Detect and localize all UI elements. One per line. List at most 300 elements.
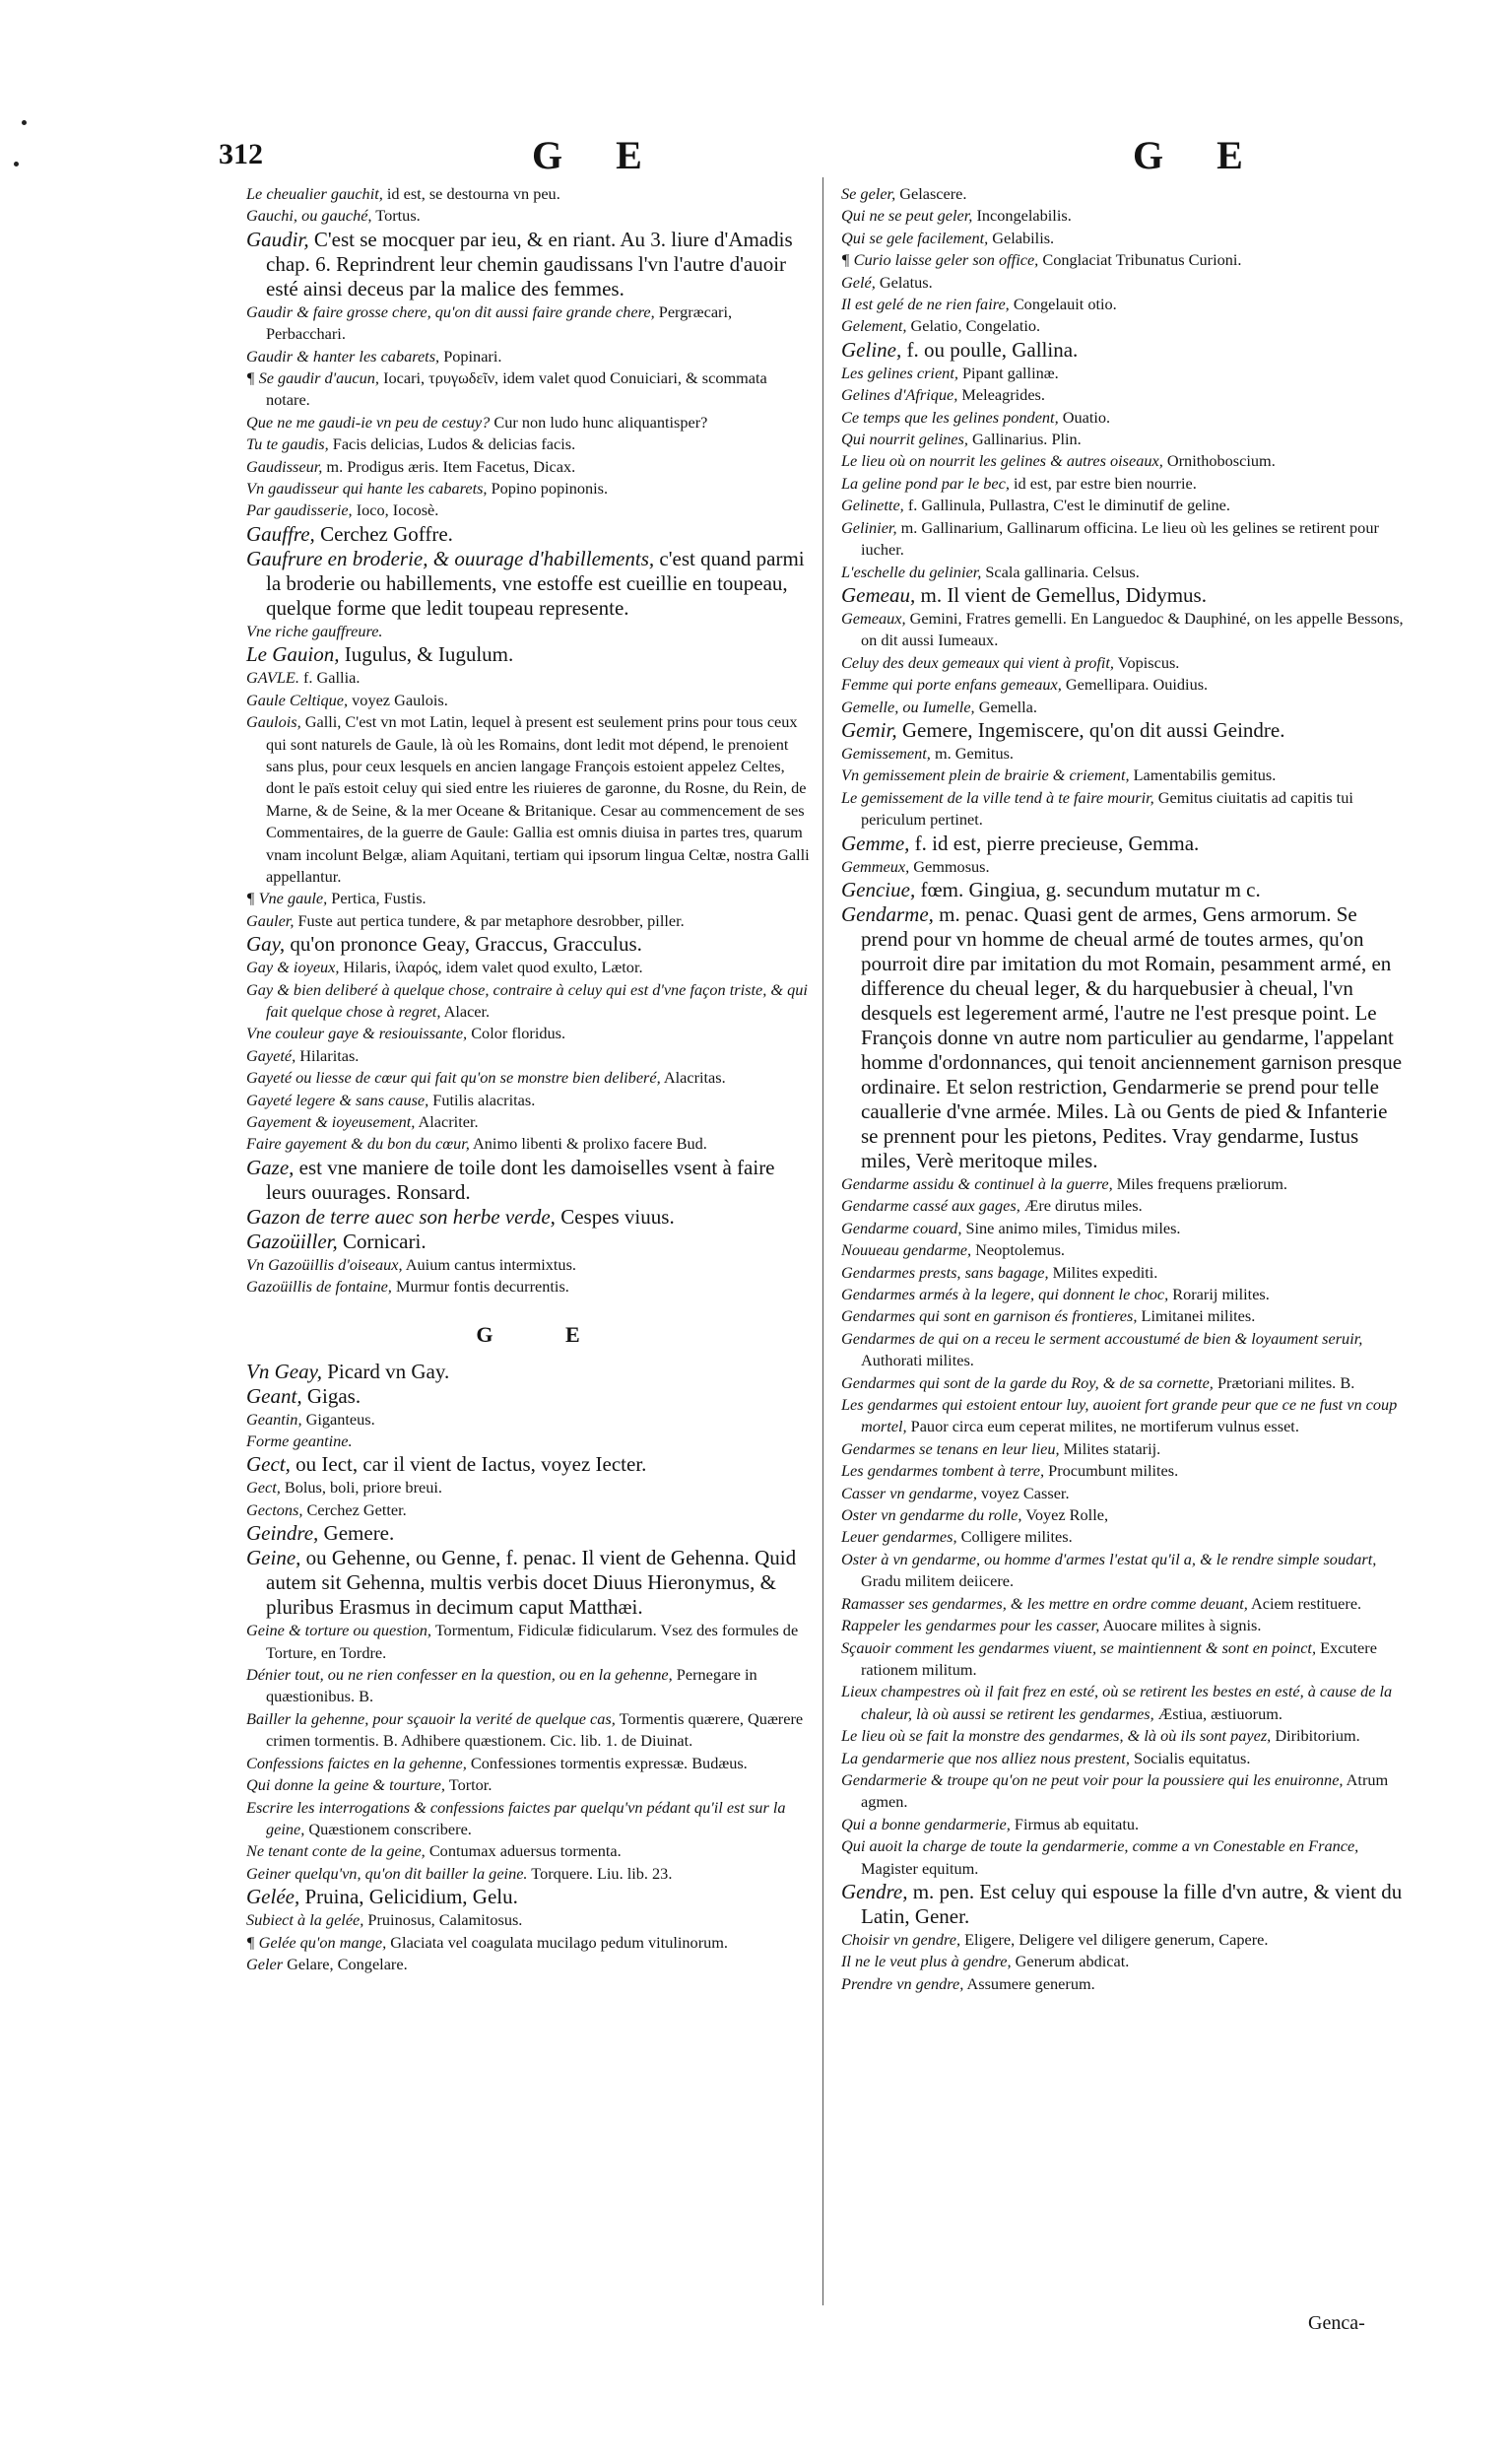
dictionary-entry: [841, 1526, 1408, 1548]
dictionary-entry: [246, 1205, 814, 1230]
entry-gloss: Hilaritas.: [296, 1045, 360, 1065]
entry-headword: Tu te gaudis,: [246, 434, 329, 454]
entry-gloss: Firmus ab equitatu.: [1010, 1814, 1140, 1833]
entry-headword: Gect,: [246, 1452, 291, 1477]
entry-headword: Sçauoir comment les gendarmes viuent, se maintiennent & sont en poinct,: [841, 1637, 1317, 1657]
entry-gloss: Color floridus.: [467, 1024, 566, 1043]
entry-gloss: Socialis equitatus.: [1129, 1748, 1251, 1767]
entry-headword: Gendarmes qui sont en garnison és frontieres,: [841, 1306, 1138, 1326]
dictionary-entry: [841, 1929, 1408, 1951]
entry-headword: Geline,: [841, 337, 902, 362]
dictionary-entry: [841, 1218, 1408, 1239]
entry-headword: Gaudir,: [246, 227, 309, 251]
entry-gloss: Gelascere.: [895, 184, 967, 203]
dictionary-entry: [246, 1384, 814, 1409]
entry-gloss: Pipant gallinæ.: [957, 363, 1059, 382]
entry-gloss: f. Gallia.: [298, 668, 361, 688]
entry-gloss: Hilaris, ἱλαρός, idem valet quod exulto, Lætor.: [339, 958, 643, 977]
dictionary-entry: [841, 1460, 1408, 1482]
entry-headword: Choisir vn gendre,: [841, 1929, 961, 1949]
entry-headword: Vn Gazoüillis d'oiseaux,: [246, 1254, 403, 1274]
entry-headword: Gay & ioyeux,: [246, 958, 340, 977]
dictionary-entry: [246, 205, 814, 227]
entry-headword: Qui auoit la charge de toute la gendarmerie, comme a vn Conestable en France,: [841, 1836, 1359, 1856]
entry-gloss: Gemmosus.: [909, 856, 990, 876]
entry-gloss: Gemere.: [318, 1521, 395, 1546]
entry-headword: Gendarmes prests, sans bagage,: [841, 1262, 1049, 1282]
dictionary-entry: [246, 1090, 814, 1111]
entry-gloss: Gelabilis.: [988, 228, 1055, 247]
entry-gloss: Colligere milites.: [956, 1527, 1073, 1547]
entry-gloss: Alacriter.: [415, 1112, 479, 1131]
entry-gloss: Tormentum, Fidiculæ fidicularum. Vsez des formules de Torture, en Tordre.: [266, 1621, 799, 1662]
dictionary-entry: [246, 1546, 814, 1620]
dictionary-entry: [841, 674, 1408, 696]
entry-headword: Gazoüillis de fontaine,: [246, 1277, 392, 1297]
entry-headword: Geindre,: [246, 1521, 319, 1546]
dictionary-entry: [246, 547, 814, 621]
dictionary-entry: [246, 957, 814, 978]
entry-headword: Gay,: [246, 932, 286, 957]
entry-gloss: Magister equitum.: [861, 1858, 979, 1878]
dictionary-entry: [841, 562, 1408, 583]
dictionary-entry: [246, 1863, 814, 1885]
entry-gloss: Gemellipara. Ouidius.: [1061, 675, 1209, 695]
dictionary-entry: [841, 1973, 1408, 1995]
entry-headword: Subiect à la gelée,: [246, 1910, 364, 1930]
entry-headword: Se geler,: [841, 184, 896, 203]
column-divider: [822, 177, 823, 2305]
entry-headword: Oster à vn gendarme, ou homme d'armes l'estat qu'il a, & le rendre simple soudart,: [841, 1549, 1377, 1568]
entry-gloss: Tormentis quærere, Quærere crimen tormentis. B. Adhibere quæstionem. Cic. lib. 1. de Diuinat.: [266, 1708, 804, 1751]
entry-headword: La geline pond par le bec,: [841, 473, 1010, 493]
entry-gloss: Cerchez Goffre.: [314, 521, 453, 546]
entry-gloss: Sine animo miles, Timidus miles.: [961, 1218, 1181, 1237]
dictionary-entry: [841, 1305, 1408, 1327]
dictionary-entry: [841, 338, 1408, 363]
entry-headword: Qui a bonne gendarmerie,: [841, 1814, 1011, 1833]
entry-headword: Nouueau gendarme,: [841, 1240, 972, 1260]
entry-headword: Gemeaux,: [841, 608, 906, 628]
dictionary-entry: [246, 1156, 814, 1205]
dictionary-entry: [246, 910, 814, 932]
entry-headword: Gendarme,: [841, 901, 934, 926]
margin-dot-mark: [14, 162, 19, 166]
dictionary-entry: [246, 1111, 814, 1133]
dictionary-entry: [841, 407, 1408, 429]
entry-headword: Geantin,: [246, 1409, 302, 1429]
dictionary-entry: [246, 642, 814, 667]
entry-headword: Les gendarmes qui estoient entour luy, auoient fort grande peur que ce ne fust vn coup mortel,: [841, 1395, 1398, 1436]
entry-headword: GAVLE.: [246, 668, 299, 688]
dictionary-entry: [246, 1753, 814, 1774]
entry-headword: Geiner quelqu'vn, qu'on dit bailler la geine.: [246, 1863, 528, 1883]
entry-headword: Qui se gele facilement,: [841, 228, 989, 247]
entry-headword: Geine,: [246, 1546, 301, 1570]
dictionary-entry: [246, 1774, 814, 1796]
dictionary-entry: [246, 478, 814, 499]
entry-headword: Le lieu où se fait la monstre des gendarmes, & là où ils sont payez,: [841, 1726, 1272, 1746]
entry-gloss: Ouatio.: [1058, 407, 1111, 427]
entry-gloss: Congelauit otio.: [1009, 295, 1117, 314]
entry-gloss: Bolus, boli, priore breui.: [280, 1478, 442, 1498]
entry-headword: Gaudir & faire grosse chere, qu'on dit aussi faire grande chere,: [246, 301, 655, 321]
left-column: [246, 183, 814, 1975]
entry-headword: Gemeau,: [841, 582, 916, 607]
entry-headword: Vn Geay,: [246, 1359, 322, 1383]
entry-headword: Celuy des deux gemeaux qui vient à profit,: [841, 652, 1115, 672]
dictionary-entry: [841, 1173, 1408, 1195]
dictionary-entry: [246, 1909, 814, 1931]
entry-headword: Bailler la gehenne, pour sçauoir la verité de quelque cas,: [246, 1708, 616, 1728]
entry-gloss: Gemini, Fratres gemelli. En Languedoc & Dauphiné, on les appelle Bessons, on dit aussi Iumeaux.: [861, 608, 1404, 650]
entry-headword: Gaudisseur,: [246, 456, 323, 476]
dictionary-entry: [841, 1769, 1408, 1814]
entry-gloss: Auocare milites à signis.: [1099, 1616, 1262, 1635]
dictionary-entry: [246, 1276, 814, 1298]
entry-headword: Geant,: [246, 1383, 302, 1408]
dictionary-entry: [841, 787, 1408, 832]
entry-headword: Vn gemissement plein de brairie & criement,: [841, 766, 1130, 785]
entry-gloss: Milites statarij.: [1059, 1438, 1161, 1458]
entry-gloss: Pruina, Gelicidium, Gelu.: [299, 1885, 518, 1909]
dictionary-entry: [841, 583, 1408, 608]
entry-headword: Faire gayement & du bon du cœur,: [246, 1134, 470, 1154]
dictionary-entry: [841, 1372, 1408, 1394]
entry-gloss: C'est se mocquer par ieu, & en riant. Au 3. liure d'Amadis chap. 6. Reprindrent leur chemin gaudissans l'vn l'autre d'auoir esté ainsi deceus par la malice des femmes.: [266, 227, 793, 300]
entry-gloss: Rorarij milites.: [1168, 1285, 1270, 1303]
dictionary-entry: [841, 1284, 1408, 1305]
dictionary-entry: [841, 228, 1408, 249]
dictionary-entry: [841, 1748, 1408, 1769]
entry-gloss: m. Il vient de Gemellus, Didymus.: [915, 582, 1207, 607]
entry-gloss: f. Gallinula, Pullastra, C'est le diminutif de geline.: [903, 496, 1230, 515]
entry-gloss: Galli, C'est vn mot Latin, lequel à present est seulement prins pour tous ceux qui sont naturels de Gaule, là où les Romains, dont ledit mot dépend, le prenoient sans plus, pour ceux lesquels en ancien langage François estoient appelez Celtes, dont le païs estoit celuy qui sied entre les riuieres de garonne, du Rosne, du Rein, de Marne, & de Seine, & la mer Oceane & Britanique. Cesar au commencement de ses Commentaires, de la guerre de Gaule: Gallia est omnis diuisa in partes tres, quarum vnam incolunt Belgæ, aliam Aquitani, tertiam qui ipsorum lingua Celtæ, nostra Galli appellantur.: [266, 712, 810, 886]
entry-headword: Gelines d'Afrique,: [841, 385, 958, 405]
dictionary-entry: [841, 697, 1408, 718]
entry-headword: Gelé,: [841, 272, 876, 292]
dictionary-entry: [246, 183, 814, 205]
entry-gloss: Cespes viuus.: [555, 1204, 675, 1229]
entry-gloss: Confessiones tormentis expressæ. Budæus.: [466, 1753, 748, 1772]
dictionary-entry: [841, 1394, 1408, 1438]
dictionary-entry: [246, 346, 814, 367]
dictionary-entry: [841, 495, 1408, 516]
entry-gloss: Popinari.: [439, 346, 502, 366]
running-head-right: G E: [1133, 133, 1265, 177]
entry-gloss: Ioco, Iocosè.: [352, 500, 439, 520]
dictionary-entry: [841, 652, 1408, 674]
entry-headword: Les gendarmes tombent à terre,: [841, 1461, 1045, 1481]
entry-headword: Gendarmes se tenans en leur lieu,: [841, 1438, 1060, 1458]
entry-gloss: c'est quand parmi la broderie ou habillements, vne estoffe est cueillie en toupeau, quelque forme que ledit toupeau represente.: [266, 546, 805, 620]
entry-gloss: Diribitorium.: [1271, 1726, 1360, 1746]
dictionary-entry: [841, 1239, 1408, 1261]
dictionary-entry: [246, 690, 814, 711]
dictionary-entry: [841, 1195, 1408, 1217]
entry-gloss: m. Gallinarium, Gallinarum officina. Le lieu où les gelines se retirent pour iucher.: [861, 517, 1379, 560]
entry-gloss: Voyez Rolle,: [1021, 1505, 1109, 1525]
entry-gloss: Incongelabilis.: [972, 206, 1072, 226]
entry-gloss: Lamentabilis gemitus.: [1129, 766, 1277, 785]
dictionary-entry: [841, 429, 1408, 450]
entry-headword: Prendre vn gendre,: [841, 1973, 964, 1993]
dictionary-entry: [246, 1431, 814, 1452]
entry-gloss: Fuste aut pertica tundere, & par metaphore desrobber, piller.: [294, 910, 685, 930]
dictionary-entry: [841, 718, 1408, 743]
entry-gloss: m. penac. Quasi gent de armes, Gens armorum. Se prend pour vn homme de cheual armé de toutes armes, qu'on pourroit dire par imitation du mot Romain, pesamment armé, en difference du cheual leger, & du harquebusier à cheual, l'vn desquels est legerement armé, l'autre ne l'est presque point. Le François donne vn autre nom particulier au gendarme, l'appelant homme d'ordonnances, qui tenoit anciennement garnison presque ordinaire. Et selon restriction, Gendarmerie se prend pour telle cauallerie d'vne armée. Miles. Là ou Gents de pied & Infanterie se prennent pour les pietons, Pedites. Vray gendarme, Iustus miles, Verè meritoque miles.: [861, 901, 1403, 1172]
entry-gloss: Gemitus ciuitatis ad capitis tui periculum pertinet.: [861, 787, 1353, 830]
entry-gloss: f. ou poulle, Gallina.: [901, 337, 1079, 362]
entry-gloss: Contumax aduersus tormenta.: [425, 1841, 622, 1861]
dictionary-entry: [841, 1814, 1408, 1835]
section-heading: G E: [476, 1321, 614, 1347]
dictionary-entry: [246, 1708, 814, 1753]
dictionary-entry: [841, 363, 1408, 384]
entry-gloss: Procumbunt milites.: [1044, 1461, 1179, 1481]
entry-headword: Geler: [246, 1954, 284, 1973]
right-entries: [841, 183, 1408, 1995]
entry-headword: La gendarmerie que nos alliez nous prestent,: [841, 1748, 1130, 1767]
entry-headword: Gelinette,: [841, 496, 904, 515]
left-entries-bottom: [246, 1360, 814, 1976]
entry-headword: Gendarme cassé aux gages,: [841, 1196, 1020, 1216]
entry-headword: Gayeté legere & sans cause,: [246, 1090, 429, 1109]
entry-gloss: Miles frequens præliorum.: [1112, 1173, 1287, 1193]
dictionary-entry: [246, 888, 814, 909]
dictionary-entry: [841, 1438, 1408, 1460]
entry-headword: ¶ Vne gaule,: [246, 889, 328, 908]
dictionary-entry: [841, 517, 1408, 562]
entry-headword: Gemmeux,: [841, 856, 910, 876]
dictionary-entry: [246, 499, 814, 521]
entry-headword: Gemir,: [841, 717, 897, 742]
catchword: Genca-: [1308, 2312, 1365, 2334]
right-column: [841, 183, 1408, 1995]
entry-gloss: Generum abdicat.: [1011, 1952, 1130, 1971]
entry-gloss: Tortus.: [371, 206, 421, 226]
dictionary-entry: [841, 1328, 1408, 1372]
entry-gloss: Popino popinonis.: [487, 479, 609, 499]
entry-headword: Gaule Celtique,: [246, 690, 349, 709]
entry-headword: Gayeté,: [246, 1045, 296, 1065]
dictionary-entry: [246, 1620, 814, 1664]
dictionary-entry: [841, 1593, 1408, 1615]
entry-gloss: Tortor.: [444, 1775, 493, 1795]
entry-headword: Gelée,: [246, 1885, 300, 1909]
entry-gloss: Cerchez Getter.: [302, 1499, 407, 1519]
dictionary-entry: [841, 272, 1408, 294]
entry-gloss: Meleagrides.: [957, 385, 1045, 405]
entry-gloss: Ære dirutus miles.: [1019, 1196, 1143, 1216]
entry-headword: Gaze,: [246, 1155, 295, 1179]
dictionary-entry: [841, 1262, 1408, 1284]
entry-headword: Casser vn gendarme,: [841, 1483, 977, 1502]
entry-gloss: Gelatus.: [875, 272, 933, 292]
dictionary-entry: [246, 1521, 814, 1546]
entry-headword: Qui donne la geine & tourture,: [246, 1775, 445, 1795]
entry-gloss: Ornithoboscium.: [1162, 451, 1276, 471]
entry-headword: Gemme,: [841, 831, 910, 855]
entry-headword: Gelement,: [841, 316, 907, 336]
entry-headword: Gendarmes qui sont de la garde du Roy, & de sa cornette,: [841, 1372, 1214, 1392]
entry-headword: Le cheualier gauchit,: [246, 184, 383, 203]
entry-gloss: m. Prodigus æris. Item Facetus, Dicax.: [322, 456, 576, 476]
entry-gloss: Cur non ludo hunc aliquantisper?: [490, 412, 708, 432]
entry-headword: Vn gaudisseur qui hante les cabarets,: [246, 479, 488, 499]
entry-headword: Le lieu où on nourrit les gelines & autres oiseaux,: [841, 451, 1163, 471]
dictionary-entry: [246, 1954, 814, 1975]
entry-headword: Ramasser ses gendarmes, & les mettre en ordre comme deuant,: [841, 1593, 1248, 1613]
entry-headword: Gayeté ou liesse de cœur qui fait qu'on se monstre bien deliberé,: [246, 1068, 661, 1088]
entry-headword: Que ne me gaudi-ie vn peu de cestuy?: [246, 412, 491, 432]
entry-headword: ¶ Gelée qu'on mange,: [246, 1932, 387, 1952]
entry-gloss: Limitanei milites.: [1137, 1306, 1256, 1326]
entry-gloss: Facis delicias, Ludos & delicias facis.: [328, 434, 576, 454]
entry-gloss: ou Gehenne, ou Genne, f. penac. Il vient de Gehenna. Quid autem sit Gehenna, multis verbis docet Diuus Hieronymus, & pluribus Erasmus in decimum caput Matthæi.: [266, 1546, 797, 1620]
dictionary-entry: [246, 711, 814, 888]
dictionary-entry: [841, 1483, 1408, 1504]
dictionary-entry: [246, 1797, 814, 1841]
entry-gloss: qu'on prononce Geay, Graccus, Gracculus.: [285, 932, 642, 957]
entry-gloss: Giganteus.: [301, 1409, 375, 1429]
dictionary-entry: [841, 878, 1408, 902]
dictionary-entry: [246, 1452, 814, 1477]
entry-gloss: Glaciata vel coagulata mucilago pedum vitulinorum.: [386, 1932, 728, 1952]
entry-headword: Ce temps que les gelines pondent,: [841, 407, 1059, 427]
entry-gloss: Assumere generum.: [963, 1973, 1095, 1993]
dictionary-entry: [841, 1637, 1408, 1682]
entry-gloss: Prætoriani milites. B.: [1213, 1372, 1355, 1392]
entry-headword: Forme geantine.: [246, 1431, 353, 1451]
entry-headword: Par gaudisserie,: [246, 500, 353, 520]
page-number: 312: [219, 138, 263, 170]
entry-headword: ¶ Se gaudir d'aucun,: [246, 368, 379, 388]
entry-gloss: Gradu militem deiicere.: [861, 1571, 1015, 1591]
dictionary-entry: [246, 667, 814, 689]
entry-headword: Femme qui porte enfans gemeaux,: [841, 675, 1062, 695]
entry-gloss: Pergræcari, Perbacchari.: [266, 301, 733, 344]
margin-dot-mark: [22, 120, 27, 125]
dictionary-entry: [841, 856, 1408, 878]
dictionary-entry: [841, 765, 1408, 786]
entry-gloss: m. pen. Est celuy qui espouse la fille d'vn autre, & vient du Latin, Gener.: [861, 1879, 1403, 1928]
entry-gloss: Vopiscus.: [1114, 652, 1180, 672]
entry-headword: Gendre,: [841, 1879, 908, 1903]
entry-gloss: ou Iect, car il vient de Iactus, voyez Iecter.: [290, 1452, 647, 1477]
entry-headword: Gaudir & hanter les cabarets,: [246, 346, 440, 366]
entry-gloss: Pauor circa eum ceperat milites, ne mortiferum vulnus esset.: [906, 1417, 1299, 1436]
dictionary-entry: [246, 979, 814, 1024]
dictionary-entry: [841, 1835, 1408, 1880]
dictionary-entry: [246, 1067, 814, 1089]
dictionary-entry: [246, 1254, 814, 1276]
entry-headword: Leuer gendarmes,: [841, 1527, 957, 1547]
entry-gloss: Torquere. Liu. lib. 23.: [527, 1863, 673, 1883]
entry-headword: Gauchi, ou gauché,: [246, 206, 372, 226]
entry-headword: Gaulois,: [246, 712, 301, 732]
entry-headword: Geine & torture ou question,: [246, 1621, 431, 1640]
dictionary-entry: [246, 1664, 814, 1708]
dictionary-entry: [246, 1045, 814, 1067]
entry-gloss: Gallinarius. Plin.: [967, 430, 1082, 449]
entry-gloss: m. Gemitus.: [930, 743, 1015, 763]
entry-gloss: f. id est, pierre precieuse, Gemma.: [909, 831, 1200, 855]
dictionary-entry: [246, 1230, 814, 1254]
running-head-left: G E: [532, 133, 664, 177]
entry-gloss: Pruinosus, Calamitosus.: [363, 1910, 523, 1930]
entry-headword: Gauffre,: [246, 521, 315, 546]
entry-headword: Gendarme couard,: [841, 1218, 962, 1237]
entry-gloss: Cornicari.: [337, 1229, 427, 1253]
dictionary-entry: [246, 1499, 814, 1521]
entry-gloss: voyez Gaulois.: [348, 690, 448, 709]
dictionary-entry: [246, 1023, 814, 1044]
entry-gloss: Iocari, τρυγωδεῖν, idem valet quod Conuiciari, & scommata notare.: [266, 368, 767, 410]
entry-gloss: Gemere, Ingemiscere, qu'on dit aussi Geindre.: [896, 717, 1285, 742]
dictionary-entry: [841, 249, 1408, 271]
entry-gloss: Picard vn Gay.: [321, 1359, 450, 1383]
dictionary-entry: [246, 932, 814, 957]
entry-headword: Gay & bien deliberé à quelque chose, contraire à celuy qui est d'vne façon triste, & qui fait quelque chose à regret,: [246, 979, 808, 1021]
entry-headword: Le gemissement de la ville tend à te faire mourir,: [841, 787, 1154, 807]
entry-gloss: Gelatio, Congelatio.: [906, 316, 1041, 336]
entry-gloss: voyez Casser.: [976, 1483, 1070, 1502]
dictionary-entry: [246, 433, 814, 455]
dictionary-entry: [841, 1725, 1408, 1747]
entry-headword: Gendarmerie & troupe qu'on ne peut voir pour la poussiere qui les enuironne,: [841, 1769, 1344, 1789]
dictionary-entry: [841, 183, 1408, 205]
dictionary-entry: [841, 1549, 1408, 1593]
entry-gloss: Atrum agmen.: [861, 1769, 1389, 1812]
entry-headword: Rappeler les gendarmes pour les casser,: [841, 1616, 1100, 1635]
dictionary-entry: [246, 1840, 814, 1862]
dictionary-entry: [246, 1477, 814, 1498]
dictionary-entry: [841, 1615, 1408, 1636]
dictionary-entry: [246, 1360, 814, 1384]
entry-gloss: Gelare, Congelare.: [283, 1954, 408, 1973]
entry-gloss: Aciem restituere.: [1247, 1593, 1362, 1613]
dictionary-entry: [246, 621, 814, 642]
dictionary-entry: [841, 450, 1408, 472]
entry-headword: Escrire les interrogations & confessions faictes par quelqu'vn pédant qu'il est sur la geine,: [246, 1797, 786, 1838]
dictionary-entry: [841, 608, 1408, 652]
dictionary-entry: [841, 294, 1408, 315]
entry-headword: ¶ Curio laisse geler son office,: [841, 250, 1039, 270]
dictionary-entry: [246, 1133, 814, 1155]
dictionary-entry: [841, 902, 1408, 1173]
entry-headword: Gendarmes armés à la legere, qui donnent le choc,: [841, 1285, 1169, 1303]
entry-headword: Confessions faictes en la gehenne,: [246, 1753, 467, 1772]
entry-gloss: Quæstionem conscribere.: [304, 1819, 472, 1838]
entry-headword: Gemelle, ou Iumelle,: [841, 697, 975, 716]
dictionary-entry: [841, 1951, 1408, 1972]
entry-gloss: Pernegare in quæstionibus. B.: [266, 1665, 757, 1706]
entry-gloss: Alacritas.: [660, 1068, 726, 1088]
entry-gloss: Futilis alacritas.: [428, 1090, 536, 1109]
dictionary-entry: [246, 1885, 814, 1909]
entry-gloss: Conglaciat Tribunatus Curioni.: [1038, 250, 1242, 270]
entry-headword: Il ne le veut plus à gendre,: [841, 1952, 1012, 1971]
dictionary-entry: [246, 1932, 814, 1954]
entry-headword: Il est gelé de ne rien faire,: [841, 295, 1010, 314]
entry-gloss: Neoptolemus.: [971, 1240, 1066, 1260]
entry-headword: Qui nourrit gelines,: [841, 430, 968, 449]
dictionary-entry: [841, 743, 1408, 765]
dictionary-entry: [246, 522, 814, 547]
dictionary-entry: [246, 367, 814, 412]
entry-gloss: Excutere rationem militum.: [861, 1637, 1377, 1679]
